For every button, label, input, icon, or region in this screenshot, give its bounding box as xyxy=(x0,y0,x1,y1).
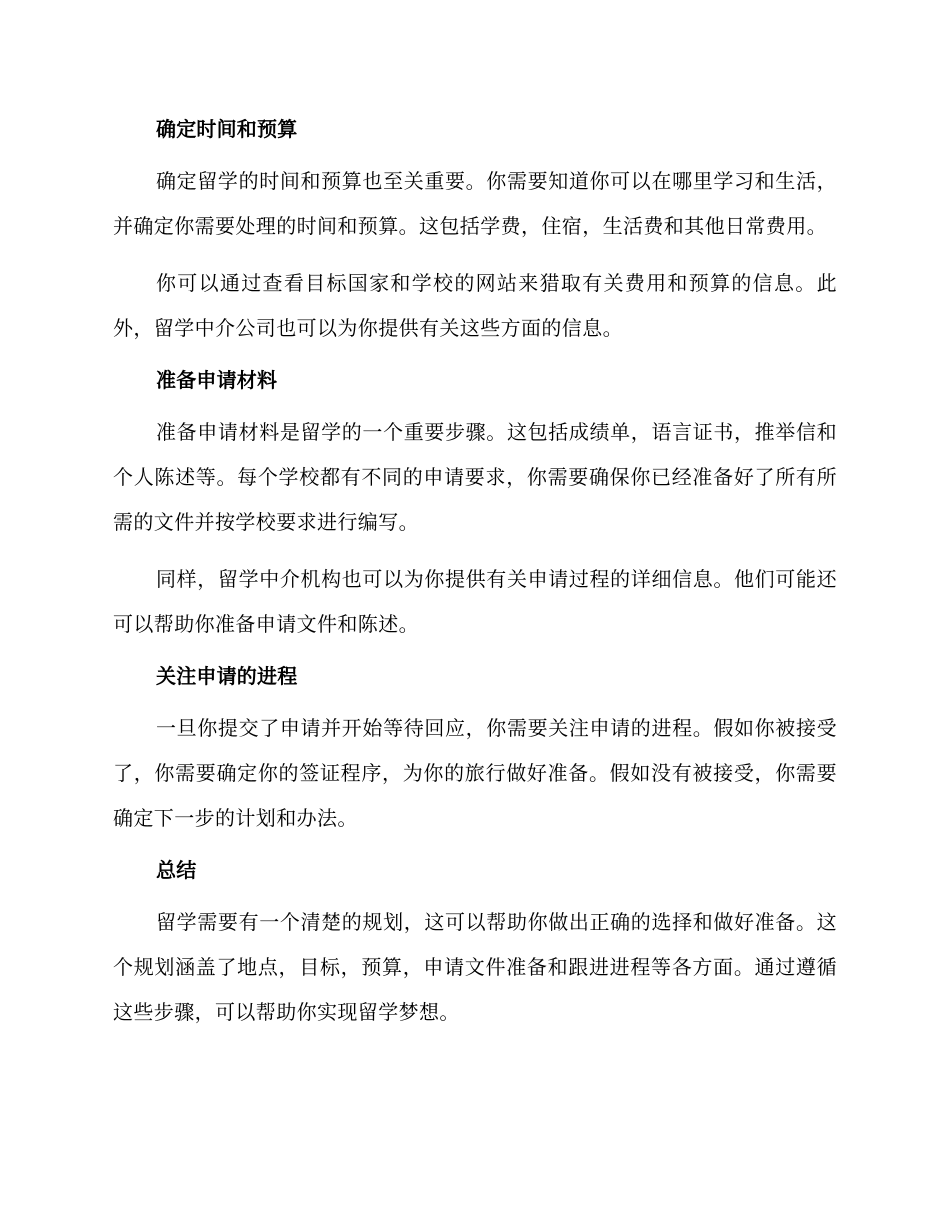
paragraph: 同样，留学中介机构也可以为你提供有关申请过程的详细信息。他们可能还可以帮助你准备申请文件和陈述。 xyxy=(113,567,837,636)
paragraph: 留学需要有一个清楚的规划，这可以帮助你做出正确的选择和做好准备。这个规划涵盖了地点，目标，预算，申请文件准备和跟进进程等各方面。通过遵循这些步骤，可以帮助你实现留学梦想。 xyxy=(113,910,837,1024)
section-heading-time-budget: 确定时间和预算 xyxy=(156,117,298,141)
paragraph: 准备申请材料是留学的一个重要步骤。这包括成绩单，语言证书，推举信和个人陈述等。每个学校都有不同的申请要求，你需要确保你已经准备好了所有所需的文件并按学校要求进行编写。 xyxy=(113,420,837,534)
section-heading-application-materials: 准备申请材料 xyxy=(156,368,278,392)
document-body xyxy=(113,112,837,1047)
paragraph: 一旦你提交了申请并开始等待回应，你需要关注申请的进程。假如你被接受了，你需要确定你的签证程序，为你的旅行做好准备。假如没有被接受，你需要确定下一步的计划和办法。 xyxy=(113,716,837,830)
paragraph: 确定留学的时间和预算也至关重要。你需要知道你可以在哪里学习和生活，并确定你需要处理的时间和预算。这包括学费，住宿，生活费和其他日常费用。 xyxy=(113,169,837,238)
section-heading-summary: 总结 xyxy=(156,858,197,882)
paragraph: 你可以通过查看目标国家和学校的网站来猎取有关费用和预算的信息。此外，留学中介公司也可以为你提供有关这些方面的信息。 xyxy=(113,271,837,340)
section-heading-application-progress: 关注申请的进程 xyxy=(156,664,298,688)
